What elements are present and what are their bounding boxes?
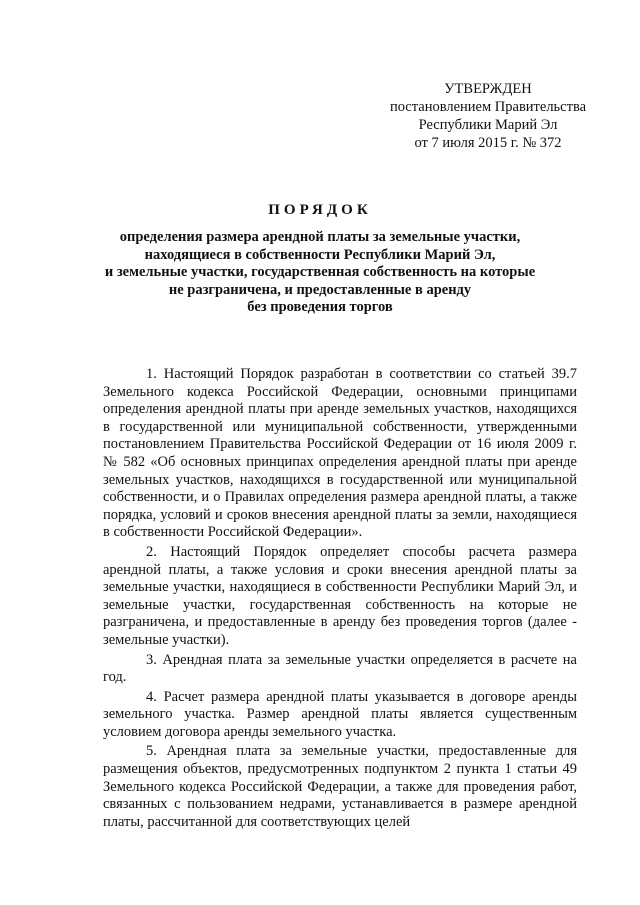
approval-stamp [378, 80, 598, 152]
document-title: ПОРЯДОК [268, 202, 372, 218]
paragraph-5: 5. Арендная плата за земельные участки, предоставленные для размещения объектов, предусмотренных подпунктом 2 пункта 1 статьи 49 Земельного кодекса Российской Федерации, а также для проведения работ, связанных с пользованием недрами, устанавливается в размере арендной платы, рассчитанной для соответствующих целей [103, 743, 577, 830]
paragraph-4: 4. Расчет размера арендной платы указывается в договоре аренды земельного участка. Размер арендной платы является существенным условием договора аренды земельного участка. [103, 688, 577, 740]
document-subtitle [0, 229, 640, 317]
approval-heading: УТВЕРЖДЕН [444, 81, 532, 97]
subtitle-line: без проведения торгов [247, 299, 393, 315]
approval-line-3: от 7 июля 2015 г. № 372 [414, 135, 562, 151]
subtitle-line: находящиеся в собственности Республики Марий Эл, [144, 246, 496, 263]
subtitle-line: определения размера арендной платы за земельные участки, [119, 229, 521, 245]
paragraph-2: 2. Настоящий Порядок определяет способы расчета размера арендной платы, а также условия и сроки внесения арендной платы за земельные участки, находящиеся в собственности Республики Марий Эл, и земельные участки, государственная собственность на которые не разграничена, и предоставленные в аренду без проведения торгов (далее - земельные участки). [103, 543, 577, 648]
subtitle-line: и земельные участки, государственная собственность на которые [104, 264, 536, 280]
approval-line-1: постановлением Правительства [389, 99, 587, 115]
document-body [103, 366, 577, 833]
paragraph-1: 1. Настоящий Порядок разработан в соответствии со статьей 39.7 Земельного кодекса Российской Федерации, основными принципами определения арендной платы при аренде земельных участков, находящихся в государственной или муниципальной собственности, утвержденными постановлением Правительства Российской Федерации от 16 июля 2009 г. № 582 «Об основных принципах определения арендной платы при аренде земельных участков, находящихся в государственной или муниципальной собственности, и о Правилах определения размера арендной платы, а также порядка, условий и сроков внесения арендной платы за земли, находящиеся в собственности Российской Федерации». [103, 366, 577, 541]
paragraph-3: 3. Арендная плата за земельные участки определяется в расчете на год. [103, 651, 577, 686]
subtitle-line: не разграничена, и предоставленные в аренду [168, 281, 472, 298]
approval-line-2: Республики Марий Эл [418, 117, 558, 133]
